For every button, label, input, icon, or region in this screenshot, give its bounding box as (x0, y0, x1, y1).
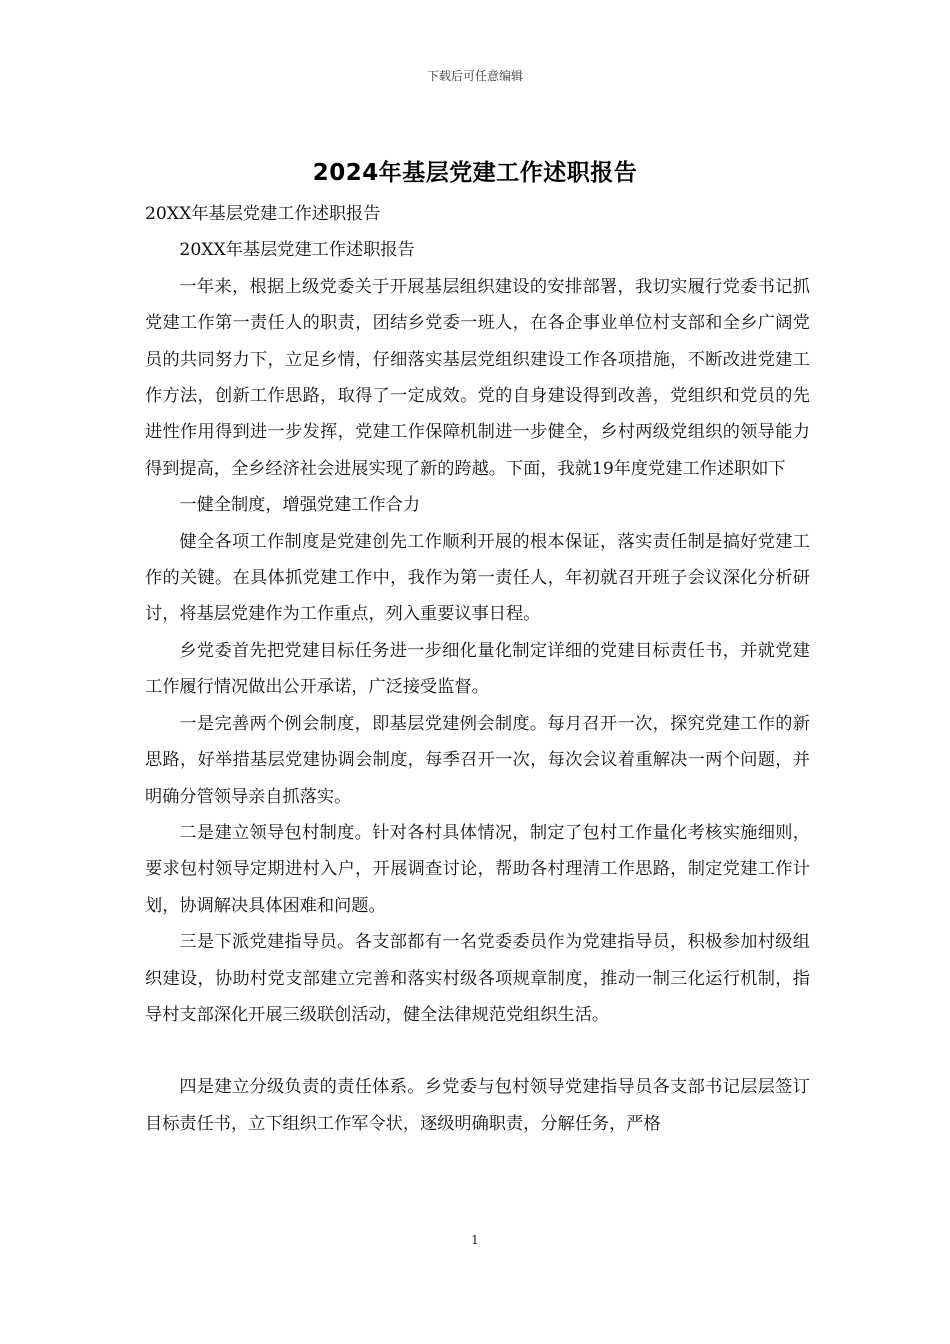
paragraph: 健全各项工作制度是党建创先工作顺利开展的根本保证，落实责任制是搞好党建工作的关键。在具体抓党建工作中，我作为第一责任人，年初就召开班子会议深化分析研讨，将基层党建作为工作重点，列入重要议事日程。 (145, 531, 810, 625)
document-body (145, 196, 810, 1142)
header-note: 下载后可任意编辑 (426, 69, 523, 83)
paragraph: 二是建立领导包村制度。针对各村具体情况，制定了包村工作量化考核实施细则，要求包村领导定期进村入户，开展调查讨论，帮助各村理清工作思路，制定党建工作计划，协调解决具体困难和问题。 (145, 822, 810, 916)
section-heading: 一健全制度，增强党建工作合力 (179, 495, 421, 516)
page-number: 1 (471, 1233, 479, 1247)
paragraph: 四是建立分级负责的责任体系。乡党委与包村领导党建指导员各支部书记层层签订目标责任书，立下组织工作军令状，逐级明确职责，分解任务，严格 (145, 1077, 810, 1134)
paragraph: 一是完善两个例会制度，即基层党建例会制度。每月召开一次，探究党建工作的新思路，好举措基层党建协调会制度，每季召开一次，每次会议着重解决一两个问题，并明确分管领导亲自抓落实。 (145, 713, 810, 807)
subtitle-line-indented: 20XX年基层党建工作述职报告 (179, 240, 415, 261)
paragraph-intro: 一年来，根据上级党委关于开展基层组织建设的安排部署，我切实履行党委书记抓党建工作第一责任人的职责，团结乡党委一班人，在各企事业单位村支部和全乡广阔党员的共同努力下，立足乡情，仔细落实基层党组织建设工作各项措施，不断改进党建工作方法，创新工作思路，取得了一定成效。党的自身建设得到改善，党组织和党员的先进性作用得到进一步发挥，党建工作保障机制进一步健全，乡村两级党组织的领导能力得到提高，全乡经济社会进展实现了新的跨越。下面，我就19年度党建工作述职如下 (145, 276, 810, 479)
paragraph: 乡党委首先把党建目标任务进一步细化量化制定详细的党建目标责任书，并就党建工作履行情况做出公开承诺，广泛接受监督。 (145, 640, 810, 698)
document-title: 2024年基层党建工作述职报告 (312, 160, 638, 186)
subtitle-line: 20XX年基层党建工作述职报告 (145, 204, 381, 224)
paragraph: 三是下派党建指导员。各支部都有一名党委委员作为党建指导员，积极参加村级组织建设，协助村党支部建立完善和落实村级各项规章制度，推动一制三化运行机制，指导村支部深化开展三级联创活动，健全法律规范党组织生活。 (145, 932, 810, 1025)
